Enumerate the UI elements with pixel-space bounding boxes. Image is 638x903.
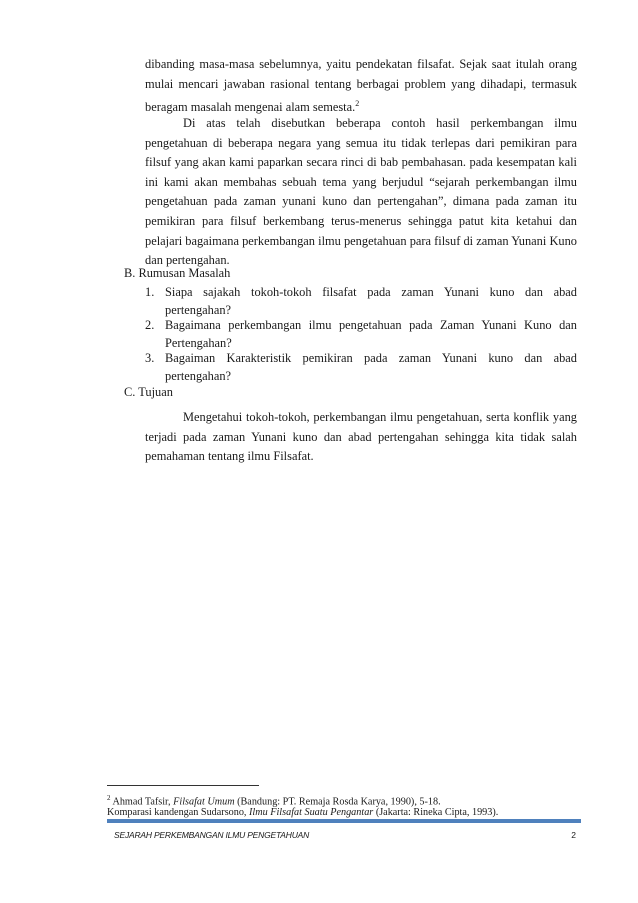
section-heading-tujuan: C. Tujuan bbox=[124, 385, 173, 399]
footnote-divider bbox=[107, 785, 259, 786]
footnote-line-2 bbox=[107, 806, 498, 819]
list-number: 1. bbox=[145, 285, 155, 299]
list-number: 2. bbox=[145, 318, 155, 332]
paragraph-intro-text: dibanding masa-masa sebelumnya, yaitu pendekatan filsafat. Sejak saat itulah orang mulai mencari jawaban rasional tentang berbagai problem yang dihadapi, termasuk beragam masalah mengenai alam semesta. bbox=[145, 57, 577, 115]
list-item bbox=[145, 284, 577, 319]
list-item-text: Bagaiman Karakteristik pemikiran pada zaman Yunani kuno dan abad pertengahan? bbox=[165, 351, 577, 383]
footnote-mark: 2 bbox=[107, 794, 111, 802]
list-item bbox=[145, 317, 577, 352]
footnote-publisher: (Bandung: PT. Remaja Rosda Karya, 1990), 5-18. bbox=[237, 796, 441, 808]
list-item-text: Siapa sajakah tokoh-tokoh filsafat pada zaman Yunani kuno dan abad pertengahan? bbox=[165, 285, 577, 317]
list-number: 3. bbox=[145, 351, 155, 365]
page-number: 2 bbox=[571, 830, 576, 840]
footnote-book-title: Filsafat Umum bbox=[173, 796, 235, 808]
page-footer bbox=[114, 830, 576, 840]
footnote-comparison: Komparasi kandengan Sudarsono, bbox=[107, 807, 247, 818]
footnote-book-title-2: Ilmu Filsafat Suatu Pengantar bbox=[249, 807, 374, 818]
footnote-publisher-2: (Jakarta: Rineka Cipta, 1993). bbox=[375, 807, 499, 818]
footnote-author: Ahmad Tafsir, bbox=[112, 796, 171, 808]
footnote-reference[interactable]: 2 bbox=[355, 99, 360, 109]
section-heading-rumusan-masalah: B. Rumusan Masalah bbox=[124, 266, 231, 280]
list-item-text: Bagaimana perkembangan ilmu pengetahuan pada Zaman Yunani Kuno dan Pertengahan? bbox=[165, 318, 577, 350]
footer-bar bbox=[107, 819, 581, 823]
footer-title: SEJARAH PERKEMBANGAN ILMU PENGETAHUAN bbox=[114, 830, 310, 840]
paragraph-background: Di atas telah disebutkan beberapa contoh hasil perkembangan ilmu pengetahuan di beberapa negara yang semua itu tidak terlepas dari pemikiran para filsuf yang akan kami paparkan secara rinci di bab pembahasan. pada kesempatan kali ini kami akan membahas sebuah tema yang berjudul “sejarah perkembangan ilmu pengetahuan pada zaman yunani kuno dan pertengahan”, dimana pada zaman itu pemikiran para filsuf berkembang terus-menerus sehingga patut kita ketahui dan pelajari bagaimana perkembangan ilmu pengetahuan para filsuf di zaman Yunani Kuno dan pertengahan. bbox=[145, 116, 577, 268]
list-item bbox=[145, 350, 577, 385]
paragraph-tujuan: Mengetahui tokoh-tokoh, perkembangan ilmu pengetahuan, serta konflik yang terjadi pada zaman Yunani kuno dan abad pertengahan sehingga kita tidak salah pemahaman tentang ilmu Filsafat. bbox=[145, 410, 577, 464]
paragraph-intro-continued bbox=[145, 55, 577, 118]
